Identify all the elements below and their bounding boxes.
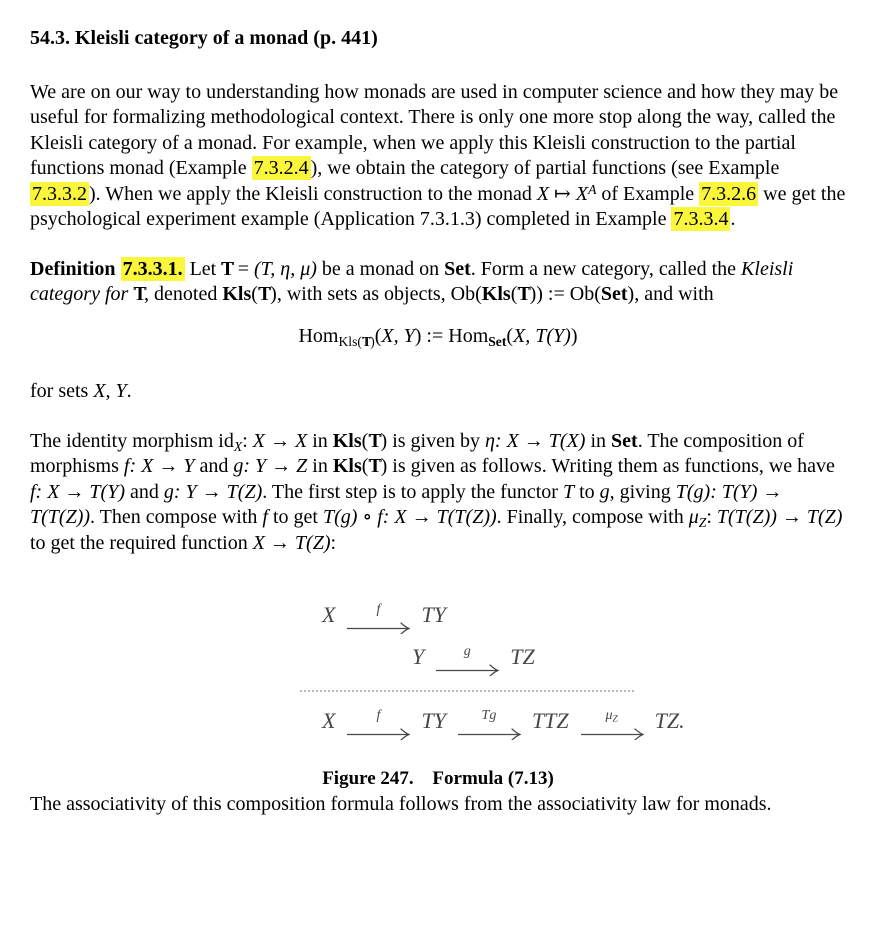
text-segment: to: [574, 480, 600, 503]
text-segment: ) is given by: [380, 429, 485, 452]
text-segment: g: Y → T(Z): [163, 480, 263, 503]
text-segment: Set: [611, 429, 638, 452]
text-segment: μ: [605, 707, 613, 723]
arrow-label: [482, 709, 497, 723]
text-segment: T(T(Z)) → T(Z): [716, 506, 843, 528]
text-segment: T: [368, 455, 381, 477]
text-segment: X, Y: [381, 324, 415, 347]
text-segment: . Form a new category, called the: [470, 257, 742, 280]
diagram-node: TTZ: [531, 708, 569, 734]
text-segment: A: [588, 181, 597, 197]
text-segment: and: [194, 455, 234, 477]
text-segment: X, Y: [93, 380, 127, 402]
diagram-node: X: [322, 602, 336, 628]
text-segment: X: [233, 438, 243, 454]
reference-link[interactable]: 7.3.3.4: [673, 208, 729, 230]
text-segment: :: [330, 531, 337, 554]
text-segment: . Finally, compose with: [496, 506, 689, 528]
arrow-icon: [346, 709, 410, 740]
diagram-row-top: [316, 594, 846, 636]
text-segment: for sets: [30, 380, 94, 402]
text-segment: g: [599, 480, 610, 503]
text-segment: (: [251, 283, 258, 305]
text-segment: Definition: [30, 257, 121, 280]
text-segment: Kls: [222, 283, 252, 305]
text-segment: )) := Ob(: [529, 283, 601, 305]
figure-caption-title: Formula (7.13): [432, 768, 554, 789]
text-segment: Kls: [332, 455, 362, 477]
diagram-node: Y: [412, 644, 425, 670]
text-segment: f: X → Y: [123, 455, 195, 477]
text-segment: The identity morphism id: [30, 429, 234, 452]
text-segment: X: [575, 182, 589, 205]
text-segment: ): [570, 324, 578, 347]
text-segment: ) := Hom: [414, 324, 489, 347]
reference-link[interactable]: 7.3.3.2: [32, 182, 87, 205]
text-segment: to get the required function: [30, 531, 253, 554]
text-segment: (: [510, 283, 518, 305]
composition-paragraph: [30, 429, 846, 557]
arrow-label: [377, 709, 381, 723]
text-segment: Set: [488, 333, 507, 349]
text-segment: ). When we apply the Kleisli construction to the monad: [89, 182, 537, 205]
text-segment: Kls: [481, 283, 511, 305]
text-segment: (: [374, 324, 382, 347]
text-segment: ), we obtain the category of partial functions (see Example: [310, 157, 780, 179]
text-segment: be a monad on: [316, 257, 445, 280]
text-segment: T(g) ∘ f: X → T(T(Z)): [322, 506, 497, 528]
text-segment: f: X → T(Y): [30, 480, 125, 503]
text-segment: We are on our way to understanding how monads are used in computer science and how they may be useful for formalizing methodological context. There is only one more stop along the way, called the Kleisli category of a monad. For example, when we apply this Kleisli construction to the partial functions monad (Example: [30, 80, 839, 179]
diagram-node: X: [322, 708, 336, 734]
text-segment: T: [133, 283, 145, 305]
text-segment: :: [242, 429, 253, 452]
text-segment: Z: [698, 514, 707, 530]
arrow-label: [377, 603, 381, 617]
intro-paragraph: [30, 80, 846, 233]
text-segment: T(g): T(Y) → T(T(Z)): [30, 480, 783, 528]
text-segment: to get: [267, 506, 323, 528]
text-segment: X → T(Z): [252, 531, 331, 554]
text-segment: of Example: [596, 182, 700, 205]
diagram-node: TY: [421, 708, 446, 734]
text-segment: :: [706, 506, 717, 528]
text-segment: (: [361, 429, 369, 452]
definition-paragraph: [30, 257, 846, 308]
text-segment: η: X → T(X): [484, 429, 586, 452]
text-segment: , denoted: [144, 283, 223, 305]
text-segment: X: [536, 182, 550, 205]
text-segment: ), with sets as objects, Ob(: [270, 283, 482, 305]
text-segment: g: [489, 707, 497, 723]
display-formula: [30, 324, 846, 350]
closing-paragraph: The associativity of this composition formula follows from the associativity law for monads.: [30, 792, 772, 815]
text-segment: in: [585, 429, 612, 452]
commutative-diagram: [300, 594, 846, 742]
arrow-icon: [435, 645, 499, 676]
text-segment: (: [506, 324, 514, 347]
arrow-icon: [457, 709, 521, 740]
text-segment: ): [370, 333, 375, 349]
text-segment: and: [125, 480, 164, 503]
text-segment: T: [481, 707, 490, 723]
text-segment: X, T(Y): [513, 324, 571, 347]
text-segment: T: [361, 333, 371, 349]
text-segment: T: [220, 257, 233, 280]
diagram-node: TZ: [510, 644, 535, 670]
text-segment: T: [517, 283, 530, 305]
text-segment: f: [376, 707, 381, 723]
text-segment: in: [307, 455, 333, 477]
text-segment: (T, η, μ): [254, 257, 317, 280]
reference-link[interactable]: 7.3.2.6: [701, 182, 757, 205]
text-segment: .: [730, 208, 736, 230]
text-segment: T: [368, 429, 381, 452]
text-segment: Hom: [298, 324, 339, 347]
text-segment: T: [257, 283, 271, 305]
text-segment: Kls(: [338, 333, 362, 349]
text-segment: we get the psychological experiment example (Application 7.3.1.3) completed in Example: [30, 182, 846, 230]
reference-link[interactable]: 7.3.2.4: [253, 157, 309, 179]
figure-caption: [30, 766, 846, 792]
arrow-icon: [346, 603, 410, 634]
text-segment: , giving: [609, 480, 676, 503]
text-segment: Z: [612, 714, 618, 725]
section-heading: 54.3. Kleisli category of a monad (p. 441): [30, 27, 378, 49]
arrow-label: [464, 645, 471, 659]
arrow-label: [605, 709, 617, 723]
text-segment: f: [262, 506, 268, 528]
text-segment: (: [361, 455, 369, 477]
text-segment: in: [307, 429, 333, 452]
arrow-icon: [580, 709, 644, 740]
text-segment: . The first step is to apply the functor: [262, 480, 563, 503]
dotted-divider: [300, 690, 634, 692]
diagram-node: TZ.: [654, 708, 685, 734]
for-sets-line: [30, 379, 846, 405]
text-segment: .: [126, 380, 132, 402]
text-segment: . Then compose with: [90, 506, 263, 528]
text-segment: X → X: [252, 429, 308, 452]
text-segment: ↦: [549, 182, 576, 205]
text-segment: =: [232, 257, 254, 280]
text-segment: g: [463, 643, 471, 659]
text-segment: T: [562, 480, 575, 503]
text-segment: Set: [600, 283, 628, 305]
diagram-row-bottom: [316, 700, 846, 742]
text-segment: Let: [184, 257, 221, 280]
text-segment: Kls: [332, 429, 362, 452]
text-segment: f: [376, 601, 381, 617]
text-segment: ), and with: [627, 283, 714, 305]
diagram-row-middle: [406, 636, 846, 678]
text-segment: . The composition of morphisms: [30, 429, 804, 477]
reference-link[interactable]: 7.3.3.1.: [122, 257, 183, 280]
text-segment: g: Y → Z: [233, 455, 308, 477]
figure-caption-label: Figure 247.: [322, 768, 414, 789]
text-segment: μ: [688, 506, 699, 528]
text-segment: Kleisli category for: [30, 257, 794, 305]
text-segment: ) is given as follows. Writing them as functions, we have: [380, 455, 835, 477]
text-segment: Set: [444, 257, 471, 280]
diagram-node: TY: [421, 602, 446, 628]
